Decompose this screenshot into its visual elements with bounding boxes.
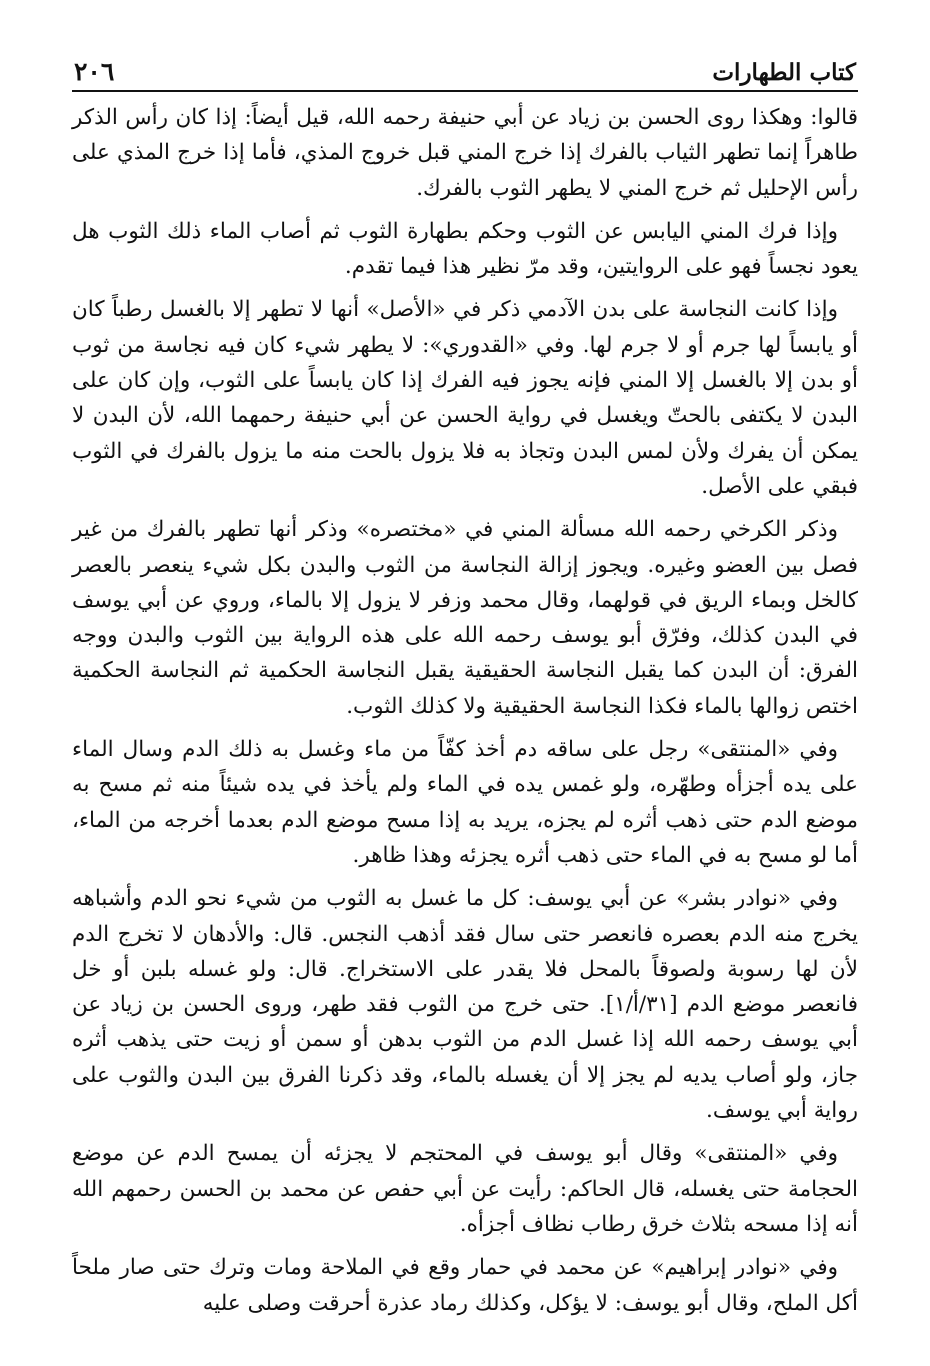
paragraph: وإذا فرك المني اليابس عن الثوب وحكم بطهارة الثوب ثم أصاب الماء ذلك الثوب هل يعود نجساً فهو على الروايتين، وقد مرّ نظير هذا فيما تقدم. xyxy=(72,218,858,280)
paragraph: وإذا كانت النجاسة على بدن الآدمي ذكر في «الأصل» أنها لا تطهر إلا بالغسل رطباً كان أو يابساً لها جرم أو لا جرم لها. وفي «القدوري»: لا يطهر شيء كان فيه نجاسة من ثوب أو بدن إلا بالغسل إلا المني فإنه يجوز فيه الفرك إذا كان يابساً على الثوب، وإن كان على البدن لا يكتفى بالحتّ ويغسل في رواية الحسن عن أبي حنيفة رحمهما الله، لأن البدن لا يمكن أن يفرك ولأن لمس البدن وتجاذ به فلا يزول بالحت منه ما يزول بالفرك في الثوب فبقي على الأصل. xyxy=(72,297,858,499)
paragraph: وفي «المنتقى» رجل على ساقه دم أخذ كفّاً من ماء وغسل به ذلك الدم وسال الماء على يده أجزأه وطهّره، ولو غمس يده في الماء ولم يأخذ في يده شيئاً منه ثم مسح به موضع الدم حتى ذهب أثره لم يجزه، يريد به إذا مسح موضع الدم بعدما أخرجه من الماء، أما لو مسح به في الماء حتى ذهب أثره يجزئه وهذا ظاهر. xyxy=(72,737,858,868)
page-header xyxy=(72,48,858,86)
page-body xyxy=(72,100,858,1321)
book-page xyxy=(72,48,858,1329)
running-title: كتاب الطهارات xyxy=(712,59,856,86)
paragraph: وفي «نوادر بشر» عن أبي يوسف: كل ما غسل به الثوب من شيء نحو الدم وأشباهه يخرج منه الدم بعصره فانعصر حتى سال فقد أذهب النجس. قال: والأدهان لا تخرج الدم لأن لها رسوبة ولصوقاً بالمحل فلا يقدر على الاستخراج. قال: ولو غسله بلبن أو خل فانعصر موضع الدم [٣١/أ/١]. حتى خرج من الثوب فقد طهر، وروى الحسن بن زياد عن أبي يوسف رحمه الله إذا غسل الدم من الثوب بدهن أو سمن أو زيت حتى يذهب أثره جاز، ولو أصاب يديه لم يجز إلا أن يغسله بالماء، وقد ذكرنا الفرق بين البدن والثوب على رواية أبي يوسف. xyxy=(72,886,858,1124)
paragraph: قالوا: وهكذا روى الحسن بن زياد عن أبي حنيفة رحمه الله، قيل أيضاً: إذا كان رأس الذكر طاهراً إنما تطهر الثياب بالفرك إذا خرج المني قبل خروج المذي، فأما إذا خرج المذي على رأس الإحليل ثم خرج المني لا يطهر الثوب بالفرك. xyxy=(72,105,858,201)
paragraph: وذكر الكرخي رحمه الله مسألة المني في «مختصره» وذكر أنها تطهر بالفرك من غير فصل بين العضو وغيره. ويجوز إزالة النجاسة من الثوب والبدن بكل شيء ينعصر بالعصر كالخل وبماء الريق في قولهما، وقال محمد وزفر لا يزول إلا بالماء، وروي عن أبي يوسف في البدن كذلك، وفرّق أبو يوسف رحمه الله على هذه الرواية بين الثوب والبدن ووجه الفرق: أن البدن كما يقبل النجاسة الحقيقية يقبل النجاسة الحكمية ثم النجاسة الحكمية اختص زوالها بالماء فكذا النجاسة الحقيقية ولا كذلك الثوب. xyxy=(72,517,858,719)
page-number: ٢٠٦ xyxy=(74,57,115,86)
header-rule xyxy=(72,90,858,92)
paragraph: وفي «المنتقى» وقال أبو يوسف في المحتجم لا يجزئه أن يمسح الدم عن موضع الحجامة حتى يغسله، قال الحاكم: رأيت عن أبي حفص عن محمد بن الحسن رحمهم الله أنه إذا مسحه بثلاث خرق رطاب نظاف أجزأه. xyxy=(72,1141,858,1237)
paragraph: وفي «نوادر إبراهيم» عن محمد في حمار وقع في الملاحة ومات وترك حتى صار ملحاً أكل الملح، وقال أبو يوسف: لا يؤكل، وكذلك رماد عذرة أحرقت وصلى عليه xyxy=(72,1255,858,1316)
